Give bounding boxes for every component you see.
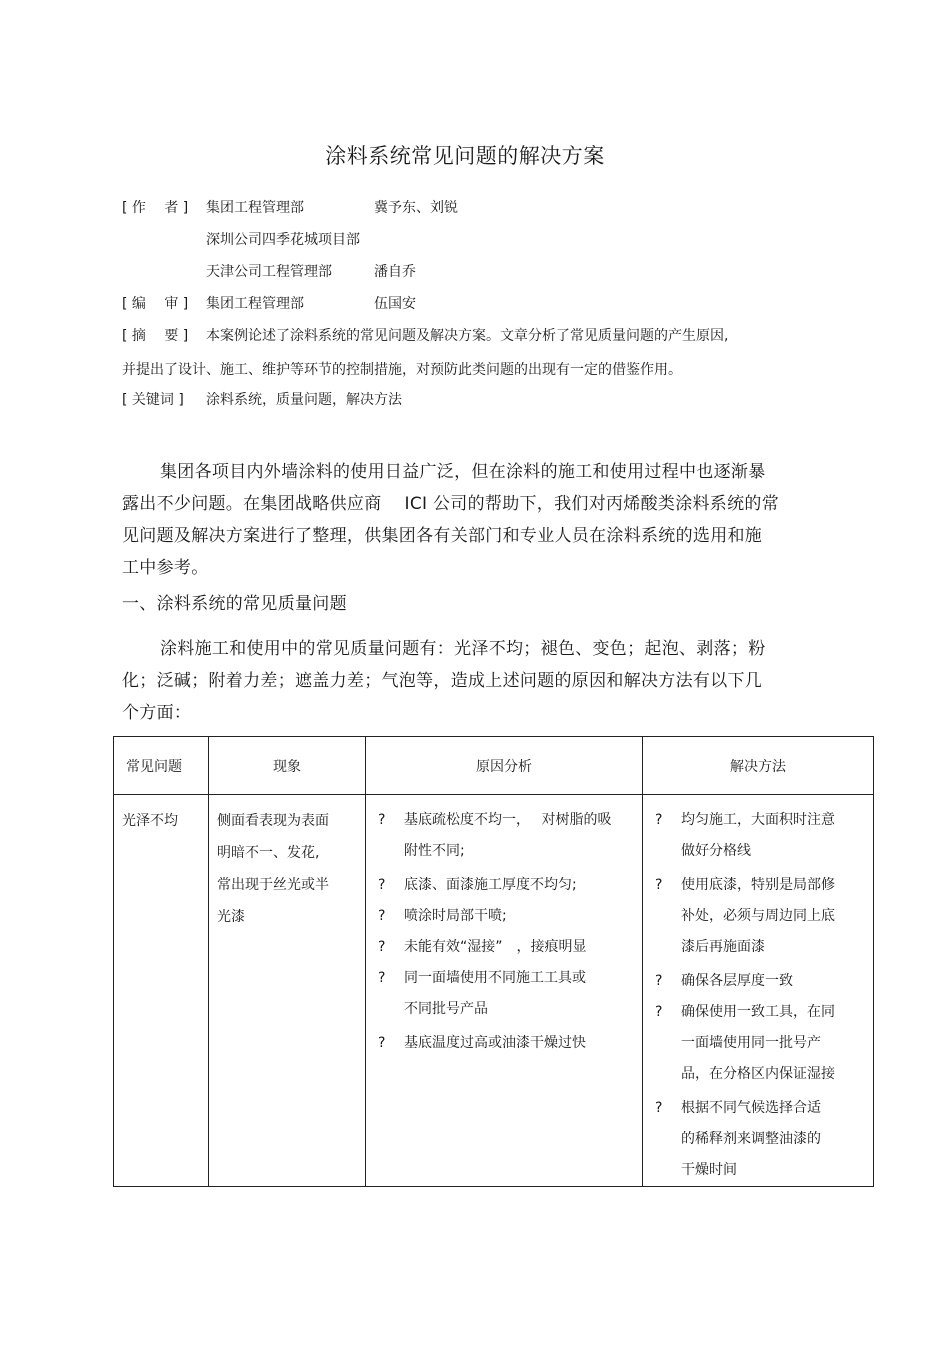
- section-line-3: 个方面：: [122, 703, 192, 723]
- bullet-mark: ?: [378, 908, 386, 924]
- header-phenomenon: 现象: [209, 737, 366, 795]
- cause-list-wrap: [366, 795, 642, 1059]
- problem-cell: [114, 795, 209, 1187]
- phenomenon-line: 光漆: [217, 909, 245, 925]
- author-label: [ 作 者 ]: [122, 200, 189, 216]
- phenomenon-line: 明暗不一、发花,: [217, 845, 320, 861]
- author-name: 潘自乔: [374, 264, 416, 280]
- cause-line: 底漆、面漆施工厚度不均匀;: [404, 877, 577, 893]
- cause-line: 附性不同;: [404, 843, 465, 859]
- keywords-text: 涂料系统，质量问题，解决方法: [206, 392, 402, 408]
- bullet-mark: ?: [655, 812, 663, 828]
- solution-line: 确保使用一致工具，在同: [681, 1004, 835, 1020]
- intro-line-3: 见问题及解决方案进行了整理，供集团各有关部门和专业人员在涂料系统的选用和施: [122, 526, 763, 546]
- solution-line: 漆后再施面漆: [681, 939, 765, 955]
- problem-text: 光泽不均: [122, 813, 178, 829]
- bullet-mark: ?: [378, 1035, 386, 1051]
- phenomenon-line: 常出现于丝光或半: [217, 877, 329, 893]
- bullet-mark: ?: [655, 1100, 663, 1116]
- solution-line: 干燥时间: [681, 1162, 737, 1178]
- cause-list: [374, 805, 634, 1059]
- author-dept: 深圳公司四季花城项目部: [206, 232, 360, 248]
- quality-issues-table: [113, 736, 874, 1187]
- cause-item: [374, 963, 634, 1025]
- cause-line: 不同批号产品: [404, 1001, 488, 1017]
- cause-item: [374, 805, 634, 867]
- editor-dept: 集团工程管理部: [206, 296, 304, 312]
- solution-line: 做好分格线: [681, 843, 751, 859]
- bullet-mark: ?: [378, 812, 386, 828]
- bullet-mark: ?: [378, 939, 386, 955]
- document-title: 涂料系统常见问题的解决方案: [325, 144, 605, 168]
- intro-line-4: 工中参考。: [122, 558, 209, 578]
- cause-item: [374, 932, 634, 963]
- bullet-mark: ?: [655, 1004, 663, 1020]
- header-problem: 常见问题: [114, 737, 209, 795]
- section-line-2: 化；泛碱；附着力差；遮盖力差；气泡等，造成上述问题的原因和解决方法有以下几: [122, 671, 763, 691]
- intro-line-2: 露出不少问题。在集团战略供应商 ICI 公司的帮助下，我们对丙烯酸类涂料系统的常: [122, 494, 780, 514]
- solution-line: 均匀施工，大面积时注意: [681, 812, 835, 828]
- solution-item: [651, 1093, 865, 1186]
- header-solution: 解决方法: [643, 737, 874, 795]
- cause-item: [374, 901, 634, 932]
- solution-item: [651, 870, 865, 963]
- solution-cell: [643, 795, 874, 1187]
- editor-name: 伍国安: [374, 296, 416, 312]
- cause-cell: [366, 795, 643, 1187]
- bullet-mark: ?: [378, 970, 386, 986]
- abstract-label: [ 摘 要 ]: [122, 328, 189, 344]
- table-row: [114, 795, 874, 1187]
- cause-line: 同一面墙使用不同施工工具或: [404, 970, 586, 986]
- abstract-text-line-2: 并提出了设计、施工、维护等环节的控制措施，对预防此类问题的出现有一定的借鉴作用。: [122, 362, 682, 378]
- phenomenon-text: [209, 795, 365, 933]
- solution-line: 使用底漆，特别是局部修: [681, 877, 835, 893]
- solution-item: [651, 997, 865, 1090]
- intro-line-1: 集团各项目内外墙涂料的使用日益广泛，但在涂料的施工和使用过程中也逐渐暴: [160, 462, 766, 482]
- bullet-mark: ?: [378, 877, 386, 893]
- phenomenon-line: 侧面看表现为表面: [217, 813, 329, 829]
- cause-item: [374, 1028, 634, 1059]
- solution-line: 补处，必须与周边同上底: [681, 908, 835, 924]
- section-line-1: 涂料施工和使用中的常见质量问题有：光泽不均；褪色、变色；起泡、剥落；粉: [160, 639, 766, 659]
- solution-list-wrap: [643, 795, 873, 1186]
- author-name: 冀予东、刘锐: [374, 200, 458, 216]
- bullet-mark: ?: [655, 973, 663, 989]
- cause-line: 喷涂时局部干喷;: [404, 908, 507, 924]
- cause-item: [374, 870, 634, 901]
- editor-label: [ 编 审 ]: [122, 296, 189, 312]
- solution-list: [651, 805, 865, 1186]
- table-header-row: [114, 737, 874, 795]
- bullet-mark: ?: [655, 877, 663, 893]
- header-cause: 原因分析: [366, 737, 643, 795]
- author-dept: 集团工程管理部: [206, 200, 304, 216]
- keywords-label: [ 关键词 ]: [122, 392, 184, 408]
- abstract-text-line-1: 本案例论述了涂料系统的常见问题及解决方案。文章分析了常见质量问题的产生原因,: [206, 328, 729, 344]
- solution-item: [651, 966, 865, 997]
- phenomenon-cell: [209, 795, 366, 1187]
- solution-line: 的稀释剂来调整油漆的: [681, 1131, 821, 1147]
- solution-line: 确保各层厚度一致: [681, 973, 793, 989]
- solution-line: 品，在分格区内保证湿接: [681, 1066, 835, 1082]
- cause-line: 未能有效“湿接” ，接痕明显: [404, 939, 587, 955]
- solution-item: [651, 805, 865, 867]
- cause-line: 基底温度过高或油漆干燥过快: [404, 1035, 586, 1051]
- author-dept: 天津公司工程管理部: [206, 264, 332, 280]
- solution-line: 一面墙使用同一批号产: [681, 1035, 821, 1051]
- section-heading: 一、涂料系统的常见质量问题: [122, 594, 347, 614]
- solution-line: 根据不同气候选择合适: [681, 1100, 821, 1116]
- cause-line: 基底疏松度不均一， 对树脂的吸: [404, 812, 612, 828]
